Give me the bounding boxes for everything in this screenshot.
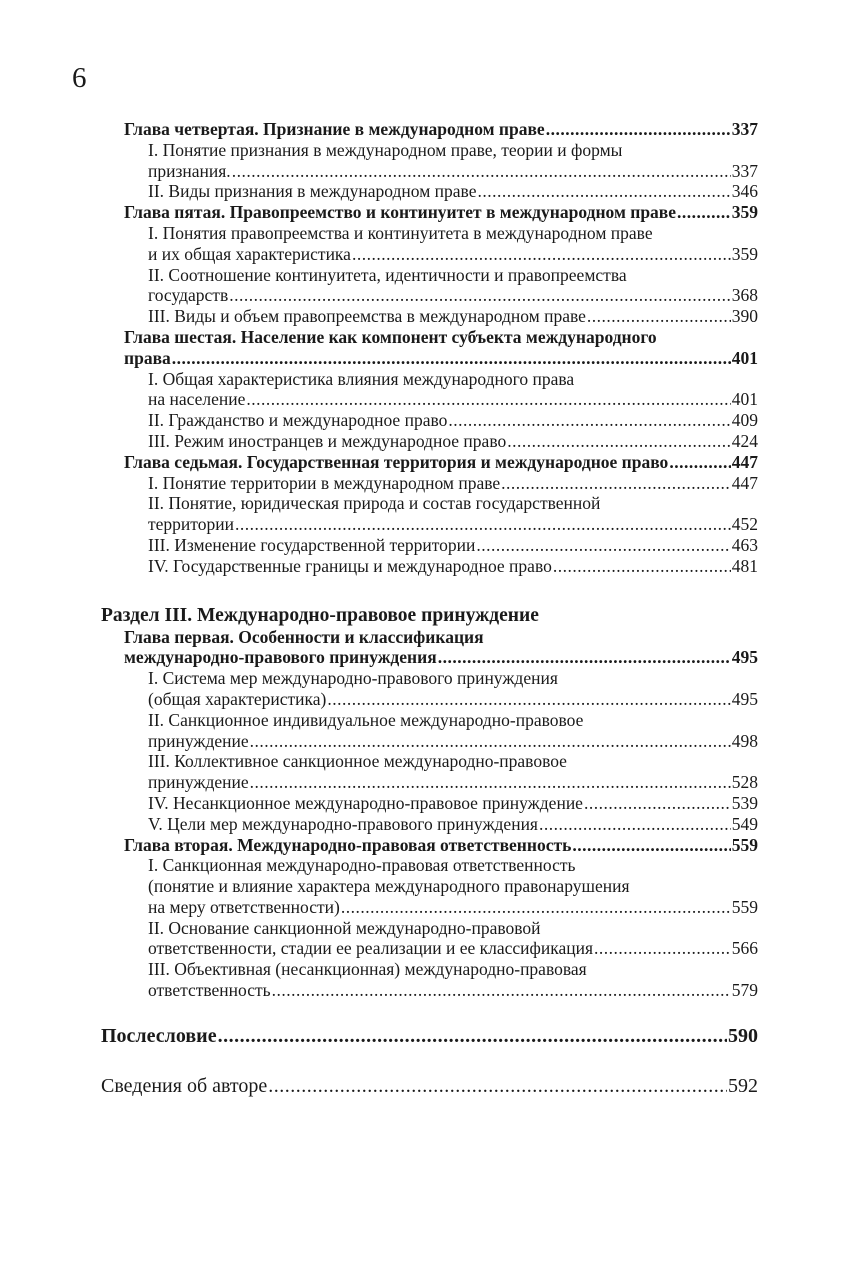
toc-entry-subsection[interactable]	[148, 285, 758, 306]
toc-page-number: 566	[731, 938, 758, 959]
toc-entry-line[interactable]: III. Коллективное санкционное международно-правовое	[148, 751, 567, 772]
toc-entry-subsection[interactable]	[148, 556, 758, 577]
toc-page-number: 401	[731, 347, 758, 368]
toc-title: Сведения об авторе	[101, 1074, 268, 1097]
table-of-contents	[0, 119, 857, 1098]
toc-title: на меру ответственности)	[148, 896, 340, 917]
dot-leader	[352, 244, 731, 265]
toc-entry-subsection[interactable]	[148, 514, 758, 535]
toc-entry-line[interactable]: II. Санкционное индивидуальное международно-правовое	[148, 709, 584, 730]
toc-page-number: 559	[731, 896, 758, 917]
toc-title: ответственность	[148, 980, 271, 1001]
dot-leader	[677, 202, 731, 223]
dot-leader	[246, 389, 730, 410]
toc-page-number: 528	[731, 772, 758, 793]
toc-entry-chapter-2[interactable]	[124, 835, 758, 856]
section-heading[interactable]: Раздел III. Международно-правовое принуждение	[101, 604, 539, 626]
toc-title: принуждение	[148, 730, 249, 751]
toc-page-number: 337	[731, 160, 758, 181]
page-number: 6	[72, 62, 87, 94]
toc-title: IV. Государственные границы и международное право	[148, 555, 552, 576]
toc-entry-subsection[interactable]	[148, 181, 758, 202]
toc-page-number: 452	[731, 514, 758, 535]
toc-title: IV. Несанкционное международно-правовое принуждение	[148, 792, 583, 813]
toc-title: III. Виды и объем правопреемства в международном праве	[148, 306, 586, 327]
toc-title: международно-правового принуждения	[124, 647, 437, 668]
dot-leader	[584, 793, 731, 814]
toc-entry-chapter-1[interactable]	[124, 647, 758, 668]
toc-title: признания.	[148, 160, 231, 181]
dot-leader	[327, 689, 730, 710]
toc-entry-line[interactable]: I. Понятия правопреемства и континуитета в международном праве	[148, 222, 653, 243]
dot-leader	[546, 119, 731, 140]
toc-page-number: 401	[731, 389, 758, 410]
toc-entry-subsection[interactable]	[148, 389, 758, 410]
toc-title: III. Изменение государственной территории	[148, 534, 476, 555]
toc-entry-line[interactable]: III. Объективная (несанкционная) международно-правовая	[148, 959, 587, 980]
toc-page-number: 498	[731, 730, 758, 751]
toc-page-number: 337	[731, 119, 758, 139]
toc-entry-line[interactable]: II. Соотношение континуитета, идентичности и правопреемства	[148, 264, 627, 285]
toc-title: Глава четвертая. Признание в международном праве	[124, 119, 545, 139]
toc-title: Послесловие	[101, 1024, 217, 1047]
toc-entry-line[interactable]: Глава шестая. Население как компонент субъекта международного	[124, 326, 657, 347]
dot-leader	[501, 473, 731, 494]
toc-page-number: 368	[731, 285, 758, 306]
toc-entry-subsection[interactable]	[148, 244, 758, 265]
toc-page-number: 447	[731, 451, 758, 472]
toc-entry-subsection[interactable]	[148, 731, 758, 752]
toc-entry-subsection[interactable]	[148, 980, 758, 1001]
toc-entry-line[interactable]: II. Понятие, юридическая природа и состав государственной	[148, 493, 601, 514]
dot-leader	[218, 1024, 727, 1048]
toc-page-number: 359	[731, 243, 758, 264]
toc-entry-subsection[interactable]	[148, 793, 758, 814]
dot-leader	[250, 731, 731, 752]
toc-entry-chapter-4[interactable]	[124, 119, 758, 140]
toc-title: Глава вторая. Международно-правовая ответственность	[124, 834, 572, 855]
dot-leader	[172, 348, 731, 369]
dot-leader	[341, 897, 731, 918]
toc-entry-subsection[interactable]	[148, 306, 758, 327]
dot-leader	[594, 938, 731, 959]
toc-entry-chapter-6[interactable]	[124, 348, 758, 369]
dot-leader	[572, 835, 730, 856]
toc-page-number: 579	[731, 980, 758, 1001]
toc-page-number: 481	[731, 555, 758, 576]
dot-leader	[477, 181, 730, 202]
toc-page-number: 495	[731, 647, 758, 668]
dot-leader	[250, 772, 731, 793]
toc-entry-subsection[interactable]	[148, 473, 758, 494]
toc-page-number: 346	[731, 181, 758, 202]
toc-title: III. Режим иностранцев и международное право	[148, 430, 507, 451]
toc-page-number: 424	[731, 430, 758, 451]
toc-entry-line[interactable]: II. Основание санкционной международно-правовой	[148, 917, 541, 938]
toc-entry-line[interactable]: I. Общая характеристика влияния международного права	[148, 368, 575, 389]
toc-entry-line[interactable]: Глава первая. Особенности и классификация	[124, 626, 484, 647]
toc-entry-subsection[interactable]	[148, 814, 758, 835]
toc-title: на население	[148, 389, 246, 410]
dot-leader	[272, 980, 731, 1001]
toc-page-number: 590	[728, 1024, 758, 1047]
toc-page-number: 592	[728, 1074, 758, 1097]
toc-entry-subsection[interactable]	[148, 938, 758, 959]
toc-title: (общая характеристика)	[148, 688, 327, 709]
toc-page-number: 447	[731, 472, 758, 493]
toc-title: ответственности, стадии ее реализации и ее классификация	[148, 938, 594, 959]
toc-title: Глава пятая. Правопреемство и континуитет в международном праве	[124, 202, 677, 223]
toc-title: V. Цели мер международно-правового принуждения	[148, 813, 538, 834]
toc-entry-afterword[interactable]	[101, 1024, 758, 1048]
toc-title: Глава седьмая. Государственная территория и международное право	[124, 451, 669, 472]
dot-leader	[553, 556, 731, 577]
toc-entry-subsection[interactable]	[148, 431, 758, 452]
toc-title: права	[124, 347, 171, 368]
dot-leader	[235, 514, 731, 535]
dot-leader	[268, 1074, 727, 1098]
toc-page-number: 409	[731, 410, 758, 431]
dot-leader	[448, 410, 730, 431]
toc-entry-chapter-5[interactable]	[124, 202, 758, 223]
dot-leader	[232, 161, 731, 182]
toc-title: II. Виды признания в международном праве	[148, 181, 477, 202]
toc-page-number: 463	[731, 534, 758, 555]
dot-leader	[539, 814, 731, 835]
dot-leader	[229, 285, 731, 306]
dot-leader	[669, 452, 730, 473]
toc-page-number: 495	[731, 688, 758, 709]
toc-entry-subsection[interactable]	[148, 897, 758, 918]
dot-leader	[507, 431, 731, 452]
toc-entry-subsection[interactable]	[148, 689, 758, 710]
toc-title: территории	[148, 514, 234, 535]
toc-title: государств	[148, 285, 229, 306]
dot-leader	[438, 647, 731, 668]
toc-page-number: 390	[731, 306, 758, 327]
toc-page-number: 559	[731, 834, 758, 855]
toc-entry-line[interactable]: I. Система мер международно-правового принуждения	[148, 668, 558, 689]
toc-entry-subsection[interactable]	[148, 161, 758, 182]
dot-leader	[476, 535, 730, 556]
toc-entry-about-author[interactable]	[101, 1074, 758, 1098]
toc-entry-line[interactable]: (понятие и влияние характера международного правонарушения	[148, 876, 630, 897]
toc-title: II. Гражданство и международное право	[148, 410, 448, 431]
toc-page-number: 549	[731, 813, 758, 834]
toc-entry-line[interactable]: I. Понятие признания в международном праве, теории и формы	[148, 139, 623, 160]
toc-title: принуждение	[148, 772, 249, 793]
toc-entry-subsection[interactable]	[148, 535, 758, 556]
toc-page-number: 539	[731, 792, 758, 813]
toc-title: I. Понятие территории в международном праве	[148, 472, 501, 493]
toc-entry-line[interactable]: I. Санкционная международно-правовая ответственность	[148, 855, 576, 876]
toc-title: и их общая характеристика	[148, 243, 351, 264]
toc-entry-subsection[interactable]	[148, 772, 758, 793]
dot-leader	[587, 306, 731, 327]
toc-entry-chapter-7[interactable]	[124, 452, 758, 473]
toc-page-number: 359	[731, 202, 758, 223]
toc-entry-subsection[interactable]	[148, 410, 758, 431]
